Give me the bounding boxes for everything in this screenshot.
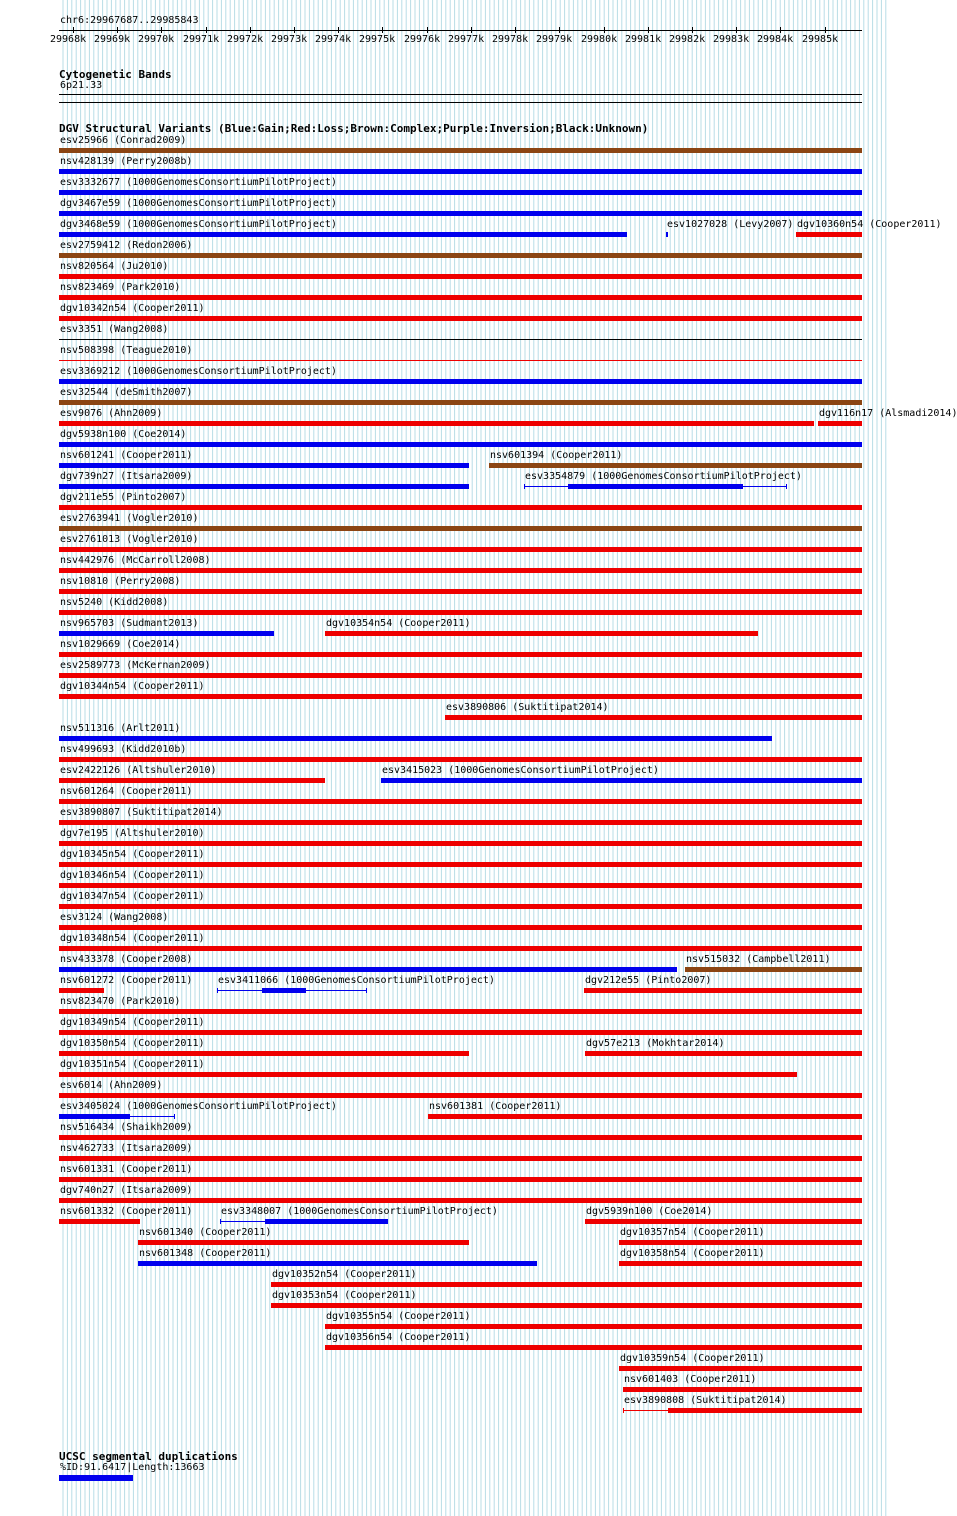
dgv-variant-bar[interactable] [59,925,862,930]
dgv-variant-bar[interactable] [796,232,862,237]
ruler-tick-label: 29983k [713,34,750,45]
dgv-variant-label[interactable]: dgv7e195 (Altshuler2010) [60,828,205,839]
dgv-variant-label[interactable]: esv3405024 (1000GenomesConsortiumPilotProject) [60,1101,337,1112]
dgv-variant-label[interactable]: esv3411066 (1000GenomesConsortiumPilotProject) [218,975,495,986]
dgv-track-title: DGV Structural Variants (Blue:Gain;Red:Loss;Brown:Complex;Purple:Inversion;Black:Unknown) [59,122,649,135]
dgv-variant-bar[interactable] [271,1303,862,1308]
dgv-variant-bar[interactable] [59,526,862,531]
dgv-variant-bar[interactable] [489,463,862,468]
dgv-variant-label[interactable]: nsv601241 (Cooper2011) [60,450,193,461]
ruler-tick [604,27,605,33]
dgv-variant-label[interactable]: nsv1029669 (Coe2014) [60,639,181,650]
dgv-variant-bar[interactable] [325,631,758,636]
dgv-variant-label[interactable]: dgv10356n54 (Cooper2011) [326,1332,471,1343]
dgv-variant-label[interactable]: nsv433378 (Cooper2008) [60,954,193,965]
dgv-variant-bar[interactable] [59,736,772,741]
dgv-variant-label[interactable]: dgv739n27 (Itsara2009) [60,471,193,482]
dgv-variant-label[interactable]: dgv10359n54 (Cooper2011) [620,1353,765,1364]
dgv-variant-label[interactable]: dgv211e55 (Pinto2007) [60,492,187,503]
dgv-variant-label[interactable]: dgv10347n54 (Cooper2011) [60,891,205,902]
dgv-variant-label[interactable]: dgv10357n54 (Cooper2011) [620,1227,765,1238]
dgv-variant-label[interactable]: nsv823470 (Park2010) [60,996,181,1007]
dgv-variant-bar[interactable] [325,1324,862,1329]
dgv-variant-label[interactable]: dgv10354n54 (Cooper2011) [326,618,471,629]
dgv-variant-label[interactable]: dgv5938n100 (Coe2014) [60,429,187,440]
cytoband-track-line [59,94,862,95]
dgv-variant-bar[interactable] [619,1240,862,1245]
dgv-variant-label[interactable]: nsv428139 (Perry2008b) [60,156,193,167]
dgv-variant-label[interactable]: dgv10352n54 (Cooper2011) [272,1269,417,1280]
dgv-variant-label[interactable]: nsv965703 (Sudmant2013) [60,618,199,629]
dgv-variant-bar[interactable] [59,400,862,405]
dgv-variant-label[interactable]: nsv601272 (Cooper2011) [60,975,193,986]
dgv-variant-label[interactable]: dgv10344n54 (Cooper2011) [60,681,205,692]
dgv-variant-label[interactable]: esv3354879 (1000GenomesConsortiumPilotProject) [525,471,802,482]
dgv-variant-bar[interactable] [59,610,862,615]
dgv-variant-label[interactable]: dgv3467e59 (1000GenomesConsortiumPilotProject) [60,198,337,209]
dgv-variant-bar[interactable] [59,505,862,510]
ruler-tick-label: 29974k [315,34,352,45]
dgv-variant-label[interactable]: dgv10345n54 (Cooper2011) [60,849,205,860]
ruler-tick-label: 29976k [404,34,441,45]
dgv-variant-label[interactable]: dgv10349n54 (Cooper2011) [60,1017,205,1028]
dgv-variant-bar[interactable] [325,1345,862,1350]
dgv-variant-end-cap [217,988,218,993]
dgv-variant-end-cap [623,1408,624,1413]
dgv-variant-label[interactable]: esv3890806 (Suktitipat2014) [446,702,609,713]
dgv-variant-label[interactable]: nsv601381 (Cooper2011) [429,1101,562,1112]
dgv-variant-bar[interactable] [668,1408,862,1413]
ruler-tick [736,27,737,33]
dgv-variant-bar[interactable] [685,967,862,972]
dgv-variant-label[interactable]: nsv601331 (Cooper2011) [60,1164,193,1175]
ruler-tick [780,27,781,33]
dgv-variant-label[interactable]: nsv515032 (Campbell2011) [686,954,831,965]
dgv-variant-label[interactable]: dgv10360n54 (Cooper2011) [797,219,942,230]
dgv-variant-label[interactable]: esv2761013 (Vogler2010) [60,534,199,545]
cytoband-track-title: Cytogenetic Bands [59,68,172,81]
dgv-variant-label[interactable]: esv3351 (Wang2008) [60,324,169,335]
dgv-variant-label[interactable]: dgv116n17 (Alsmadi2014) [819,408,957,419]
ruler-tick [338,27,339,33]
dgv-variant-bar[interactable] [381,778,862,783]
dgv-variant-bar[interactable] [271,1282,862,1287]
dgv-variant-label[interactable]: dgv5939n100 (Coe2014) [586,1206,713,1217]
dgv-variant-label[interactable]: esv2589773 (McKernan2009) [60,660,211,671]
dgv-variant-label[interactable]: esv2422126 (Altshuler2010) [60,765,217,776]
ruler-tick-label: 29981k [625,34,662,45]
dgv-variant-bar[interactable] [59,190,862,195]
dgv-variant-bar[interactable] [666,232,668,237]
dgv-variant-label[interactable]: esv32544 (deSmith2007) [60,387,193,398]
dgv-variant-bar[interactable] [585,1219,862,1224]
position-label: chr6:29967687..29985843 [60,15,199,26]
ruler-tick-label: 29979k [536,34,573,45]
dgv-variant-label[interactable]: nsv601264 (Cooper2011) [60,786,193,797]
ruler-tick-label: 29972k [227,34,264,45]
dgv-variant-label[interactable]: dgv10358n54 (Cooper2011) [620,1248,765,1259]
ruler-tick-label: 29975k [359,34,396,45]
dgv-variant-bar[interactable] [59,253,862,258]
dgv-variant-bar[interactable] [59,1219,140,1224]
segdup-feature-label[interactable]: %ID:91.6417|Length:13663 [60,1462,205,1473]
dgv-variant-bar[interactable] [59,652,862,657]
dgv-variant-label[interactable]: nsv508398 (Teague2010) [60,345,193,356]
ruler-tick [294,27,295,33]
dgv-variant-bar[interactable] [59,1051,469,1056]
dgv-variant-label[interactable]: esv3890808 (Suktitipat2014) [624,1395,787,1406]
ruler-tick [382,27,383,33]
dgv-variant-bar[interactable] [262,988,306,993]
dgv-variant-bar[interactable] [59,360,862,361]
dgv-variant-bar[interactable] [59,799,862,804]
dgv-variant-bar[interactable] [428,1114,862,1119]
ruler-tick-label: 29973k [271,34,308,45]
ruler-tick [648,27,649,33]
dgv-variant-end-cap [786,484,787,489]
ruler-tick [161,27,162,33]
dgv-variant-bar[interactable] [138,1261,537,1266]
dgv-variant-bar[interactable] [619,1261,862,1266]
dgv-variant-label[interactable]: dgv10346n54 (Cooper2011) [60,870,205,881]
dgv-variant-label[interactable]: esv3415023 (1000GenomesConsortiumPilotProject) [382,765,659,776]
dgv-variant-bar[interactable] [59,232,627,237]
dgv-variant-bar[interactable] [59,946,862,951]
dgv-variant-label[interactable]: esv3348007 (1000GenomesConsortiumPilotProject) [221,1206,498,1217]
dgv-variant-end-cap [524,484,525,489]
dgv-variant-bar[interactable] [59,568,862,573]
dgv-variant-label[interactable]: dgv10351n54 (Cooper2011) [60,1059,205,1070]
dgv-variant-bar[interactable] [568,484,743,489]
dgv-variant-label[interactable]: esv3890807 (Suktitipat2014) [60,807,223,818]
dgv-variant-label[interactable]: nsv462733 (Itsara2009) [60,1143,193,1154]
dgv-variant-label[interactable]: dgv10348n54 (Cooper2011) [60,933,205,944]
dgv-variant-label[interactable]: esv3369212 (1000GenomesConsortiumPilotProject) [60,366,337,377]
dgv-variant-bar[interactable] [59,547,862,552]
dgv-variant-bar[interactable] [59,274,862,279]
dgv-variant-label[interactable]: nsv823469 (Park2010) [60,282,181,293]
dgv-variant-bar[interactable] [59,862,862,867]
ruler-tick-label: 29977k [448,34,485,45]
dgv-variant-bar[interactable] [59,988,104,993]
dgv-variant-bar[interactable] [59,589,862,594]
dgv-variant-label[interactable]: nsv601340 (Cooper2011) [139,1227,272,1238]
dgv-variant-bar[interactable] [59,673,862,678]
dgv-variant-label[interactable]: esv9076 (Ahn2009) [60,408,163,419]
dgv-variant-label[interactable]: nsv601348 (Cooper2011) [139,1248,272,1259]
dgv-variant-label[interactable]: nsv820564 (Ju2010) [60,261,169,272]
dgv-variant-end-cap [220,1219,221,1224]
dgv-variant-label[interactable]: nsv499693 (Kidd2010b) [60,744,187,755]
ruler-tick [427,27,428,33]
dgv-variant-label[interactable]: dgv10350n54 (Cooper2011) [60,1038,205,1049]
dgv-variant-bar[interactable] [59,757,862,762]
dgv-variant-bar[interactable] [59,1072,797,1077]
ruler-tick-label: 29982k [669,34,706,45]
dgv-variant-bar[interactable] [59,379,862,384]
ruler-tick [206,27,207,33]
dgv-variant-bar[interactable] [59,631,274,636]
dgv-variant-label[interactable]: nsv601332 (Cooper2011) [60,1206,193,1217]
ruler-tick [117,27,118,33]
dgv-variant-bar[interactable] [59,1177,862,1182]
dgv-variant-bar[interactable] [59,820,862,825]
cytoband-label[interactable]: 6p21.33 [60,80,103,91]
segdup-track-title: UCSC segmental duplications [59,1450,238,1463]
dgv-variant-label[interactable]: esv3332677 (1000GenomesConsortiumPilotProject) [60,177,337,188]
dgv-variant-bar[interactable] [59,339,862,340]
dgv-variant-bar[interactable] [59,211,862,216]
ruler-tick [471,27,472,33]
dgv-variant-label[interactable]: esv25966 (Conrad2009) [60,135,187,146]
dgv-variant-bar[interactable] [59,169,862,174]
dgv-variant-bar[interactable] [585,1051,862,1056]
dgv-variant-label[interactable]: dgv10353n54 (Cooper2011) [272,1290,417,1301]
ruler-tick [559,27,560,33]
dgv-variant-bar[interactable] [138,1240,469,1245]
dgv-variant-label[interactable]: nsv10810 (Perry2008) [60,576,181,587]
dgv-variant-label[interactable]: dgv3468e59 (1000GenomesConsortiumPilotProject) [60,219,337,230]
dgv-variant-label[interactable]: dgv10342n54 (Cooper2011) [60,303,205,314]
dgv-variant-bar[interactable] [59,484,469,489]
dgv-variant-label[interactable]: esv3124 (Wang2008) [60,912,169,923]
segdup-feature-bar[interactable] [59,1475,133,1481]
dgv-variant-bar[interactable] [265,1219,388,1224]
ruler-tick [73,27,74,33]
dgv-variant-bar[interactable] [59,1009,862,1014]
dgv-variant-bar[interactable] [623,1387,862,1392]
ruler-tick [692,27,693,33]
dgv-variant-bar[interactable] [59,148,862,153]
dgv-variant-bar[interactable] [584,988,862,993]
dgv-variant-label[interactable]: nsv601403 (Cooper2011) [624,1374,757,1385]
ruler-tick-label: 29980k [581,34,618,45]
dgv-variant-bar[interactable] [59,463,469,468]
dgv-variant-bar[interactable] [59,883,862,888]
dgv-variant-label[interactable]: nsv5240 (Kidd2008) [60,597,169,608]
dgv-variant-bar[interactable] [59,1114,130,1119]
dgv-variant-bar[interactable] [619,1366,862,1371]
dgv-variant-bar[interactable] [818,421,862,426]
dgv-variant-end-cap [174,1114,175,1119]
dgv-variant-bar[interactable] [59,904,862,909]
dgv-variant-bar[interactable] [445,715,862,720]
ruler-tick-label: 29978k [492,34,529,45]
dgv-variant-end-cap [366,988,367,993]
dgv-variant-label[interactable]: esv1027028 (Levy2007) [667,219,794,230]
ruler-tick-label: 29968k [50,34,87,45]
dgv-variant-label[interactable]: nsv516434 (Shaikh2009) [60,1122,193,1133]
ruler-tick [250,27,251,33]
dgv-variant-label[interactable]: esv2759412 (Redon2006) [60,240,193,251]
track-separator [59,102,862,103]
ruler-tick-label: 29970k [138,34,175,45]
dgv-variant-bar[interactable] [59,841,862,846]
dgv-variant-bar[interactable] [59,421,814,426]
dgv-variant-bar[interactable] [59,1093,862,1098]
dgv-variant-label[interactable]: nsv442976 (McCarroll2008) [60,555,211,566]
dgv-variant-bar[interactable] [59,295,862,300]
dgv-variant-label[interactable]: dgv57e213 (Mokhtar2014) [586,1038,725,1049]
ruler-axis-line [59,30,862,31]
dgv-variant-bar[interactable] [59,1030,862,1035]
dgv-variant-label[interactable]: nsv511316 (Arlt2011) [60,723,181,734]
dgv-variant-label[interactable]: dgv740n27 (Itsara2009) [60,1185,193,1196]
dgv-variant-label[interactable]: esv2763941 (Vogler2010) [60,513,199,524]
dgv-variant-label[interactable]: dgv10355n54 (Cooper2011) [326,1311,471,1322]
ruler-tick-label: 29969k [94,34,131,45]
dgv-variant-bar[interactable] [59,778,325,783]
dgv-variant-bar[interactable] [59,694,862,699]
dgv-variant-bar[interactable] [59,1156,862,1161]
ruler-tick-label: 29971k [183,34,220,45]
dgv-variant-bar[interactable] [59,967,677,972]
ruler-tick-label: 29985k [802,34,839,45]
dgv-variant-bar[interactable] [59,1198,862,1203]
dgv-variant-label[interactable]: nsv601394 (Cooper2011) [490,450,623,461]
dgv-variant-bar[interactable] [59,1135,862,1140]
dgv-variant-label[interactable]: esv6014 (Ahn2009) [60,1080,163,1091]
ruler-tick-label: 29984k [757,34,794,45]
ruler-tick [515,27,516,33]
dgv-variant-label[interactable]: dgv212e55 (Pinto2007) [585,975,712,986]
ruler-tick [825,27,826,33]
dgv-variant-bar[interactable] [59,442,862,447]
dgv-variant-bar[interactable] [59,316,862,321]
